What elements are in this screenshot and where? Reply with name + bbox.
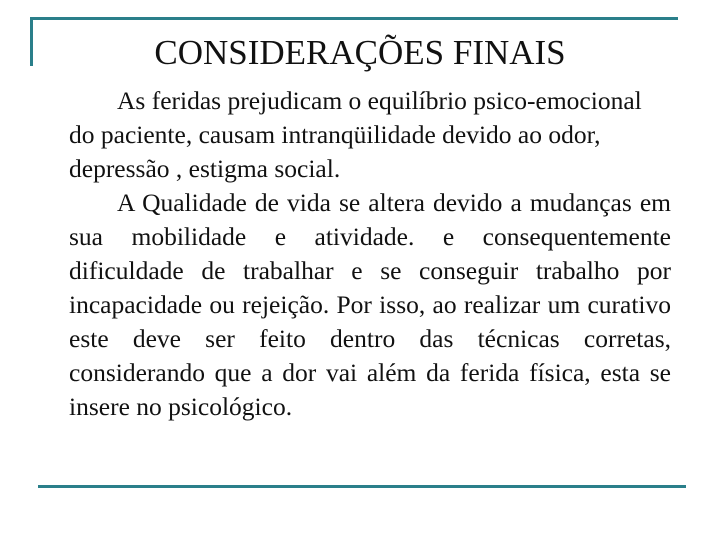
frame-top-line	[30, 17, 678, 20]
slide-body	[69, 84, 671, 424]
slide-title: CONSIDERAÇÕES FINAIS	[154, 33, 566, 72]
frame-bottom-line	[38, 485, 686, 488]
paragraph-2: A Qualidade de vida se altera devido a mudanças em sua mobilidade e atividade. e consequentemente dificuldade de trabalhar e se conseguir trabalho por incapacidade ou rejeição. Por isso, ao realizar um curativo este deve ser feito dentro das técnicas corretas, considerando que a dor vai além da ferida física, esta se insere no psicológico.	[69, 188, 671, 421]
paragraph-1: As feridas prejudicam o equilíbrio psico-emocional do paciente, causam intranqüilidade devido ao odor, depressão , estigma social.	[69, 86, 642, 183]
